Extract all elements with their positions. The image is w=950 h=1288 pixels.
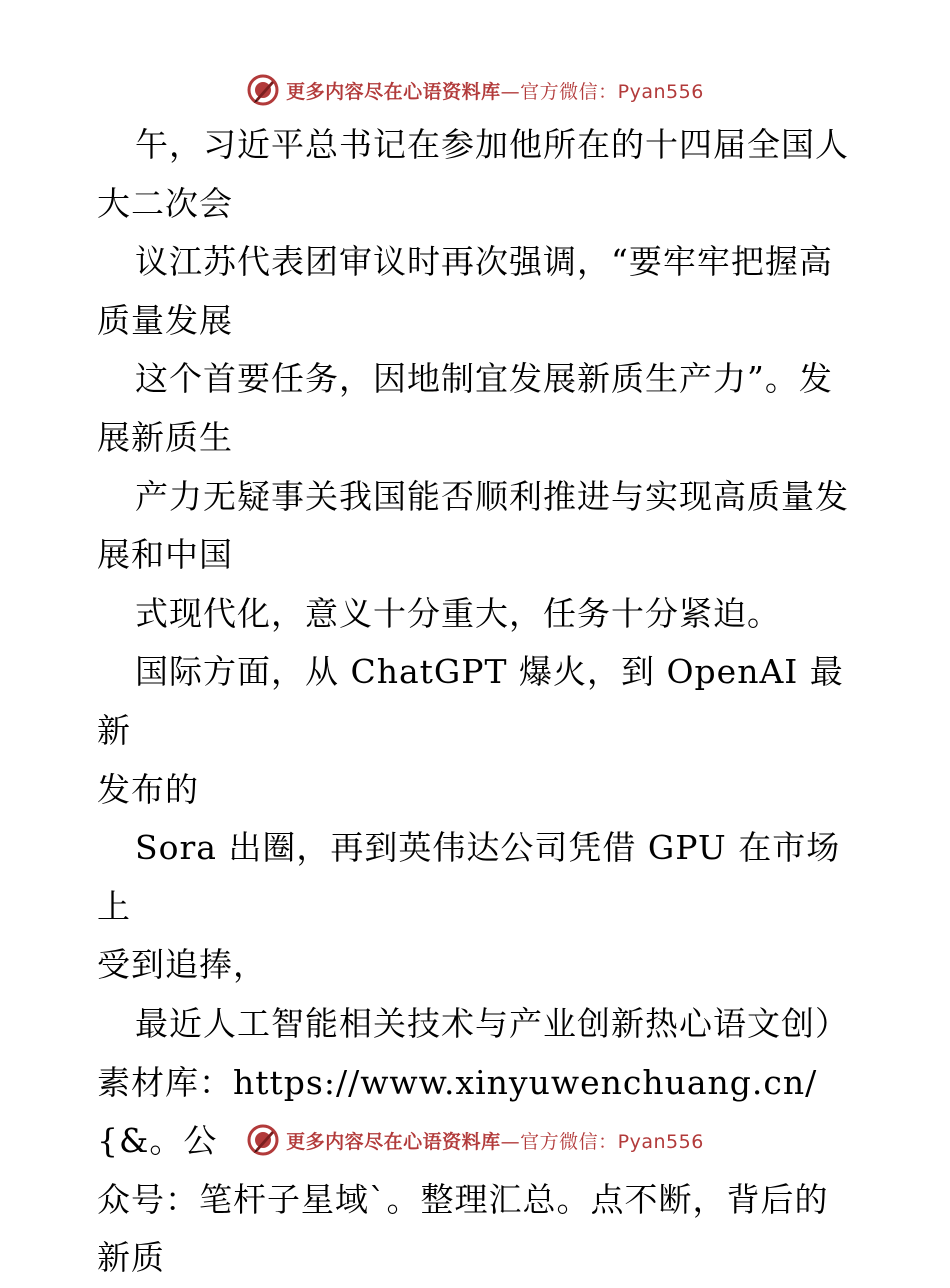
banner-dash: — — [500, 80, 521, 103]
banner-brand: 更多内容尽在心语资料库 — [286, 1130, 501, 1153]
text-line: 受到追捧， — [97, 945, 267, 985]
banner-contact: 官方微信：Pyan556 — [520, 1130, 704, 1153]
text-line: 议江苏代表团审议时再次强调，“要牢牢把握高 — [135, 242, 833, 282]
pen-logo-icon — [246, 1123, 280, 1157]
text-line: 午，习近平总书记在参加他所在的十四届全国人 — [135, 125, 849, 164]
header-banner — [0, 70, 950, 110]
text-line: 这个首要任务，因地制宜发展新质生产力”。发 — [135, 359, 833, 399]
text-line: 展和中国 — [97, 535, 233, 575]
banner-brand: 更多内容尽在心语资料库 — [286, 80, 501, 103]
text-line: 展新质生 — [97, 417, 233, 457]
text-line: 新质 — [97, 1238, 165, 1278]
text-line: 发布的 — [97, 769, 199, 809]
text-line: 众号：笔杆子星域`。整理汇总。点不断，背后的 — [97, 1179, 829, 1219]
document-body — [97, 116, 857, 1288]
pen-logo-icon — [246, 73, 280, 107]
text-line: 最近人工智能相关技术与产业创新热心语文创） — [135, 1003, 849, 1043]
text-line: Sora 出圈，再到英伟达公司凭借 GPU 在市场上 — [97, 828, 841, 926]
footer-banner — [0, 1120, 950, 1160]
banner-contact: 官方微信：Pyan556 — [520, 80, 704, 103]
text-line: 大二次会 — [97, 183, 233, 223]
banner-dash: — — [500, 1130, 521, 1153]
text-line: 素材库：https://www.xinyuwenchuang.cn/{&。公 — [97, 1062, 818, 1161]
text-line: 式现代化，意义十分重大，任务十分紧迫。 — [135, 593, 781, 633]
text-line: 产力无疑事关我国能否顺利推进与实现高质量发 — [135, 476, 849, 516]
banner-text — [286, 77, 704, 104]
text-line: 质量发展 — [97, 300, 233, 340]
banner-text — [286, 1127, 704, 1154]
text-line: 国际方面，从 ChatGPT 爆火，到 OpenAI 最新 — [97, 652, 844, 750]
